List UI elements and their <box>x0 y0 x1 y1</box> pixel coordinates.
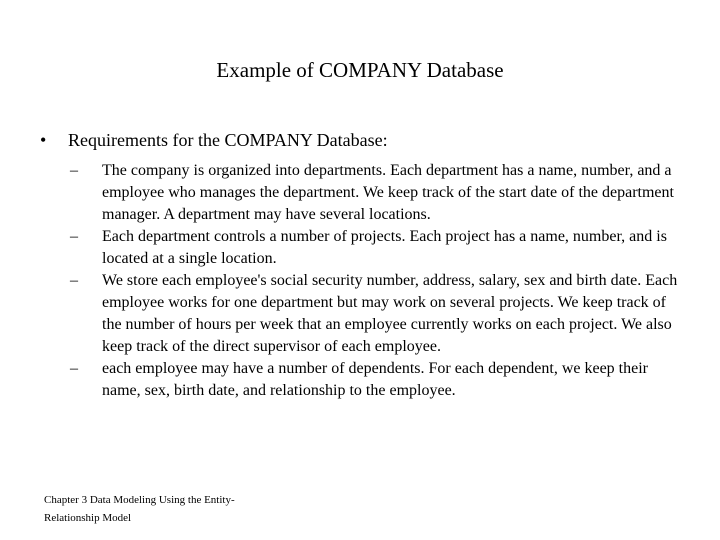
requirement-text: The company is organized into departments. Each department has a name, number, and a employee who manages the department. We keep track of the start date of the department manager. A department may have several locations. <box>102 162 674 223</box>
slide-title: Example of COMPANY Database <box>216 58 504 82</box>
slide-footer: Chapter 3 Data Modeling Using the Entity-Relationship Model <box>44 494 235 524</box>
dash-marker: – <box>70 272 78 289</box>
requirement-item-projects <box>70 226 700 270</box>
requirements-list <box>70 160 700 402</box>
requirement-text: Each department controls a number of projects. Each project has a name, number, and is located at a single location. <box>102 228 667 267</box>
dash-marker: – <box>70 162 78 179</box>
dash-marker: – <box>70 228 78 245</box>
dash-marker: – <box>70 360 78 377</box>
requirement-item-departments <box>70 160 700 226</box>
requirement-item-dependents <box>70 358 700 402</box>
requirement-item-employees <box>70 270 700 358</box>
requirement-text: We store each employee's social security number, address, salary, sex and birth date. Each employee works for one department but may work on several projects. We keep track of the number of hours per week that an employee currently works on each project. We also keep track of the direct supervisor of each employee. <box>102 272 678 355</box>
main-bullet-text: Requirements for the COMPANY Database: <box>68 130 388 150</box>
requirement-text: each employee may have a number of dependents. For each dependent, we keep their name, sex, birth date, and relationship to the employee. <box>102 360 648 399</box>
bullet-marker: • <box>40 130 47 150</box>
